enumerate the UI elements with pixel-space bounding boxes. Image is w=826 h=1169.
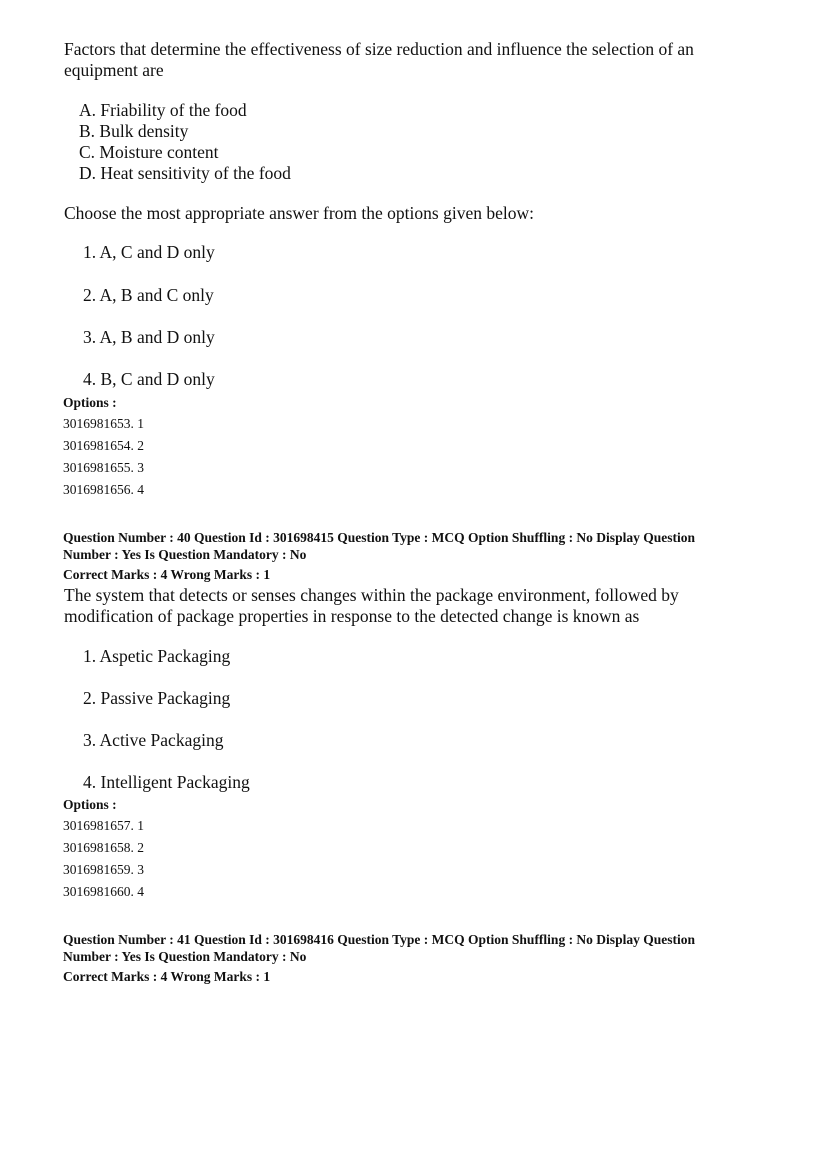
q39-question-line2: equipment are: [64, 60, 164, 80]
q40-meta-line2: Number : Yes Is Question Mandatory : No: [63, 547, 307, 562]
q39-question-line1: Factors that determine the effectiveness of size reduction and influence the selection of an: [64, 39, 694, 59]
q40-meta-line1: Question Number : 40 Question Id : 301698415 Question Type : MCQ Option Shuffling : No Display Question: [63, 530, 695, 545]
q39-statement-d: D. Heat sensitivity of the food: [79, 163, 291, 183]
q41-marks: Correct Marks : 4 Wrong Marks : 1: [63, 969, 271, 984]
q40-choice-4: 4. Intelligent Packaging: [83, 772, 250, 792]
q40-option-id-4: 3016981660. 4: [63, 884, 144, 899]
q40-choice-1: 1. Aspetic Packaging: [83, 646, 231, 666]
q40-question-line1: The system that detects or senses changes within the package environment, followed by: [64, 585, 679, 605]
q39-option-id-3: 3016981655. 3: [63, 460, 144, 475]
q40-marks: Correct Marks : 4 Wrong Marks : 1: [63, 567, 271, 582]
q40-option-id-2: 3016981658. 2: [63, 840, 144, 855]
q39-option-id-4: 3016981656. 4: [63, 482, 144, 497]
q39-statement-b: B. Bulk density: [79, 121, 189, 141]
q39-option-id-1: 3016981653. 1: [63, 416, 144, 431]
q39-choice-3: 3. A, B and D only: [83, 327, 215, 347]
q39-options-label: Options :: [63, 395, 117, 410]
q41-meta-line1: Question Number : 41 Question Id : 301698416 Question Type : MCQ Option Shuffling : No Display Question: [63, 932, 695, 947]
q39-statement-a: A. Friability of the food: [79, 100, 247, 120]
q39-option-id-2: 3016981654. 2: [63, 438, 144, 453]
q39-statement-c: C. Moisture content: [79, 142, 219, 162]
q41-meta-line2: Number : Yes Is Question Mandatory : No: [63, 949, 307, 964]
q39-instruction: Choose the most appropriate answer from the options given below:: [64, 203, 534, 223]
q39-choice-1: 1. A, C and D only: [83, 242, 215, 262]
q40-options-label: Options :: [63, 797, 117, 812]
q39-choice-2: 2. A, B and C only: [83, 285, 214, 305]
q40-option-id-3: 3016981659. 3: [63, 862, 144, 877]
q40-choice-3: 3. Active Packaging: [83, 730, 224, 750]
q39-choice-4: 4. B, C and D only: [83, 369, 215, 389]
q40-option-id-1: 3016981657. 1: [63, 818, 144, 833]
q40-question-line2: modification of package properties in response to the detected change is known as: [64, 606, 640, 626]
q40-choice-2: 2. Passive Packaging: [83, 688, 231, 708]
